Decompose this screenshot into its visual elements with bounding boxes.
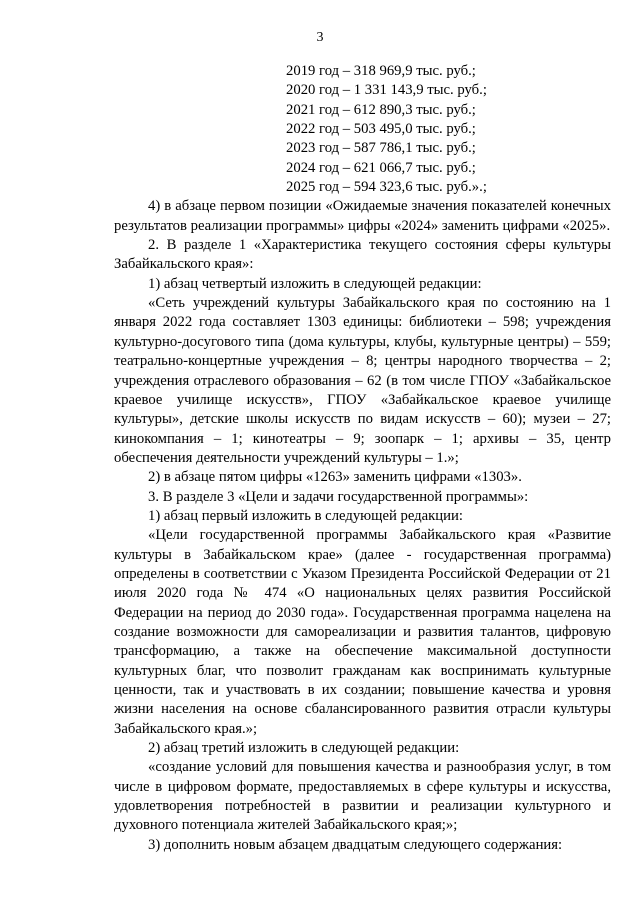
paragraph-item-4-indicators: 4) в абзаце первом позиции «Ожидаемые значения показателей конечных результатов реализации программы» цифры «2024» заменить цифрами «2025». bbox=[114, 198, 611, 234]
paragraph-network-of-institutions: «Сеть учреждений культуры Забайкальского края по состоянию на 1 января 2022 года составляет 1303 единицы: библиотеки – 598; учреждения культурно-досугового типа (дома культуры, клубы, культурные центры) – 559; театрально-концертные учреждения – 8; центры народного творчества – 2; учреждения отраслевого образования – 62 (в том числе ГПОУ «Забайкальское краевое училище искусств», ГПОУ «Забайкальское краевое училище культуры», детские школы искусств по видам искусств – 60); музеи – 27; кинокомпания – 1; кинотеатры – 9; зоопарк – 1; архивы – 35, центр обеспечения деятельности учреждений культуры – 1.»; bbox=[114, 295, 611, 466]
page-number: 3 bbox=[316, 30, 324, 45]
document-body bbox=[114, 62, 611, 855]
funding-line-2022: 2022 год – 503 495,0 тыс. руб.; bbox=[286, 121, 476, 138]
paragraph-section-3-heading: 3. В разделе 3 «Цели и задачи государственной программы»: bbox=[148, 488, 529, 505]
funding-line-2019: 2019 год – 318 969,9 тыс. руб.; bbox=[286, 63, 476, 79]
funding-line-2023: 2023 год – 587 786,1 тыс. руб.; bbox=[286, 140, 476, 157]
funding-line-2021: 2021 год – 612 890,3 тыс. руб.; bbox=[286, 101, 476, 118]
paragraph-section-1-item-2: 2) в абзаце пятом цифры «1263» заменить цифрами «1303». bbox=[148, 469, 522, 486]
paragraph-section-1-heading: 2. В разделе 1 «Характеристика текущего состояния сферы культуры Забайкальского края»: bbox=[114, 237, 611, 273]
funding-line-2024: 2024 год – 621 066,7 тыс. руб.; bbox=[286, 159, 476, 176]
paragraph-section-3-item-1: 1) абзац первый изложить в следующей редакции: bbox=[148, 507, 463, 524]
paragraph-section-3-item-2: 2) абзац третий изложить в следующей редакции: bbox=[148, 740, 460, 757]
funding-line-2025: 2025 год – 594 323,6 тыс. руб.».; bbox=[286, 179, 487, 196]
paragraph-services-conditions: «создание условий для повышения качества и разнообразия услуг, в том числе в цифровом формате, предоставляемых в сфере культуры и искусства, удовлетворения потребностей в развитии и реализации культурного и духовного потенциала жителей Забайкальского края;»; bbox=[114, 759, 611, 834]
paragraph-section-3-item-3: 3) дополнить новым абзацем двадцатым следующего содержания: bbox=[148, 836, 563, 853]
paragraph-program-goals: «Цели государственной программы Забайкальского края «Развитие культуры в Забайкальском крае» (далее - государственная программа) определены в соответствии с Указом Президента Российской Федерации от 21 июля 2020 года № 474 «О национальных целях развития Российской Федерации на период до 2030 года». Государственная программа нацелена на создание возможности для самореализации и развития талантов, цифровую трансформацию, а также на обеспечение максимальной доступности культурных благ, что позволит гражданам как воспринимать культурные ценности, так и участвовать в их создании; повышение качества и уровня жизни населения на основе сбалансированного развития отрасли культуры Забайкальского края.»; bbox=[114, 527, 611, 737]
funding-line-2020: 2020 год – 1 331 143,9 тыс. руб.; bbox=[286, 82, 487, 99]
paragraph-section-1-item-1: 1) абзац четвертый изложить в следующей редакции: bbox=[148, 275, 482, 292]
funding-list bbox=[286, 62, 611, 197]
